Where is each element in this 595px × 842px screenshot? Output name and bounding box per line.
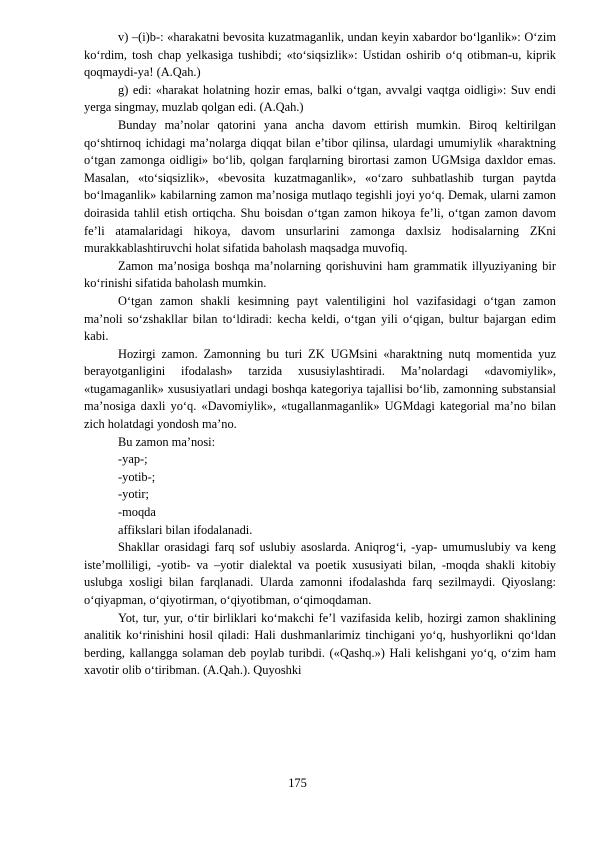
list-item: -yap-;: [118, 452, 148, 467]
list-item: -yotir;: [118, 487, 149, 502]
paragraph-v-ib: v) –(i)b-: «harakatni bevosita kuzatmaganlik, undan keyin xabardor bo‘lganlik»: O‘zim ko‘rdim, tosh chap yelkasiga tushibdi; «to‘siqsizlik»: Ustidan oshirib o‘q otibman-u, kiprik qoqmaydi-ya! (A.Qah.): [84, 30, 556, 80]
paragraph-yot-tur: Yot, tur, yur, o‘tir birliklari ko‘makchi fe’l vazifasida kelib, hozirgi zamon shaklining analitik ko‘rinishini hosil qiladi: Hali dushmanlarimiz tinchigani yo‘q, hushyorlikni qo‘ldan berding, kallangga solaman deb poylab turibdi. («Qashq.») Hali kelishgani yo‘q, o‘zim ham xavotir olib o‘tiribman. (A.Qah.). Quyoshki: [84, 610, 556, 678]
document-page: [84, 29, 556, 680]
paragraph-bunday: Bunday ma’nolar qatorini yana ancha davom ettirish mumkin. Biroq keltirilgan qo‘shtirnoq ichidagi ma’nolarga diqqat bilan e’tibor qilinsa, ulardagi umumiylik «haraktning o‘tgan zamonga oidligi» bo‘lib, qolgan farqlarning birortasi zamon UGMsiga daxldor emas. Masalan, «to‘siqsizlik», «bevosita kuzatmaganlik», «o‘zaro suhbatlashib turgan paytda bo‘lmaganlik» kabilarning zamon ma’nosiga mutlaqo tegishli joyi yo‘q. Demak, ularni zamon doirasida tahlil etish ortiqcha. Shu boisdan o‘tgan zamon hikoya fe’li, o‘tgan zamon davom fe’li atamalaridagi hikoya, davom unsurlarini zamonga daxlsiz hodisalarning ZKni murakkablashtiruvchi holat sifatida baholash maqsadga muvofiq.: [84, 117, 556, 256]
paragraph-g-edi: g) edi: «harakat holatning hozir emas, balki o‘tgan, avvalgi vaqtga oidligi»: Suv endi yerga singmay, muzlab qolgan edi. (A.Qah.): [84, 82, 556, 115]
list-item: -moqda: [118, 505, 156, 520]
paragraph-hozirgi-zamon: Hozirgi zamon. Zamonning bu turi ZK UGMsini «haraktning nutq momentida yuz berayotganligini ifodalash» tarzida xususiylashtiradi. Ma’nolardagi «davomiylik», «tugamaganlik» xususiyatlari undagi boshqa kategoriya tajallisi bo‘lib, zamonning substansial ma’nosiga daxli yo‘q. «Davomiylik», «tugallanmaganlik» UGMdagi kategorial ma’no bilan zich holatdagi yondosh ma’no.: [84, 346, 556, 432]
list-intro: Bu zamon ma’nosi:: [118, 434, 216, 449]
paragraph-shakllar: Shakllar orasidagi farq sof uslubiy asoslarda. Aniqrog‘i, -yap- umumuslubiy va keng iste’molliligi, -yotib- va –yotir dialektal va poetik xususiyati bilan, -moqda shakli kitobiy uslubga xosligi bilan farqlanadi. Ularda zamonni ifodalashda farq sezilmaydi. Qiyoslang: o‘qiyapman, o‘qiyotirman, o‘qiyotibman, o‘qimoqdaman.: [84, 540, 556, 607]
list-item: -yotib-;: [118, 469, 156, 484]
list-conclusion: affikslari bilan ifodalanadi.: [118, 522, 253, 537]
paragraph-zamon-manosiga: Zamon ma’nosiga boshqa ma’nolarning qorishuvini ham grammatik illyuziyaning bir ko‘rinishi sifatida baholash mumkin.: [84, 258, 556, 291]
paragraph-otgan-zamon: O‘tgan zamon shakli kesimning payt valentiligini hol vazifasidagi o‘tgan zamon ma’noli so‘zshakllar bilan to‘ldiradi: kecha keldi, o‘tgan yili o‘qigan, bultur bajargan edim kabi.: [84, 293, 556, 344]
page-number: 175: [288, 776, 307, 790]
